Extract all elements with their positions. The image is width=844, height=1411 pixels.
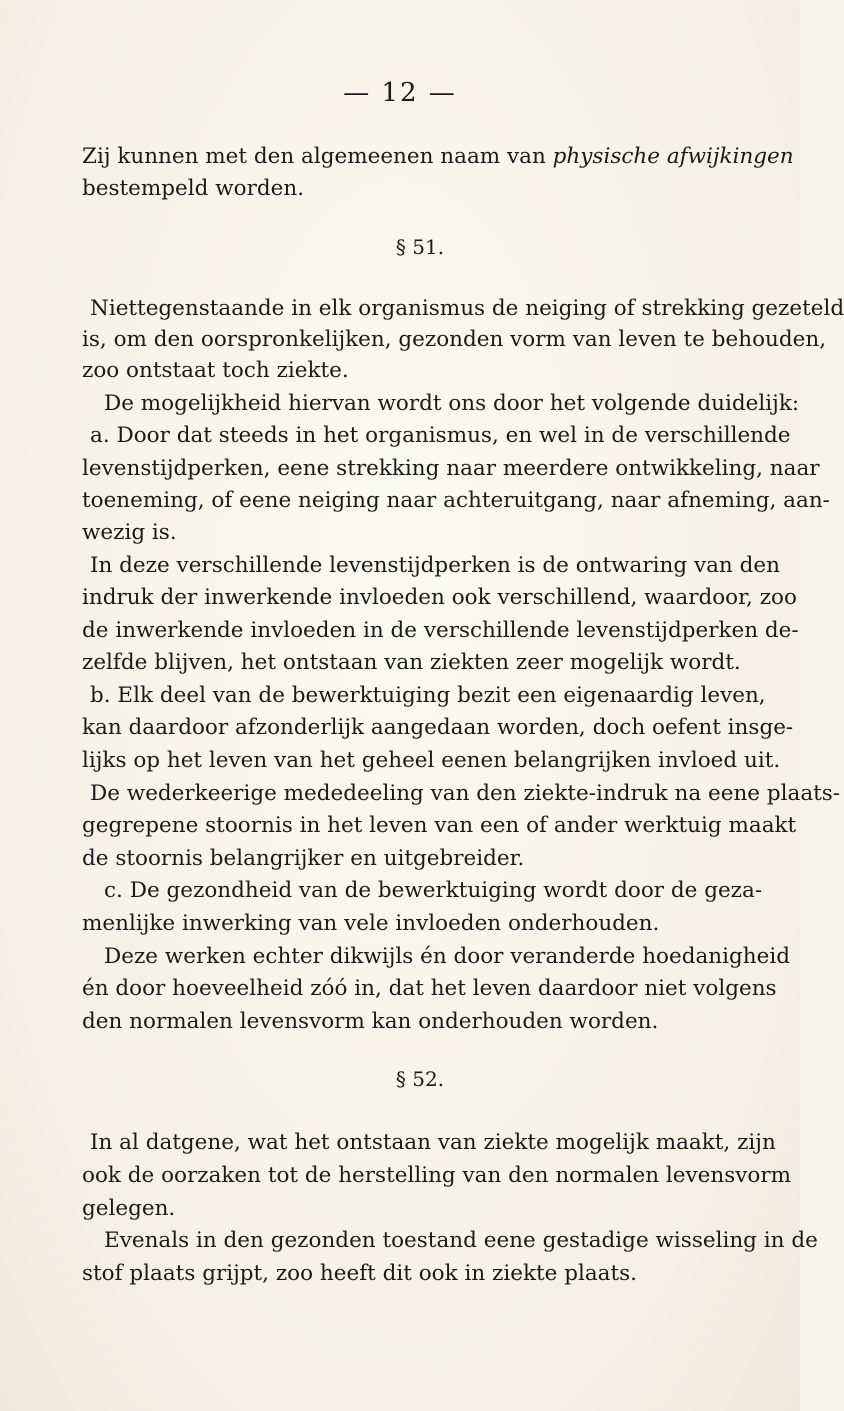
text-line: den normalen levensvorm kan onderhouden worden. xyxy=(82,1009,659,1034)
italic-term: physische afwijkingen xyxy=(552,144,794,169)
text-line: de inwerkende invloeden in de verschillende levenstijdperken de- xyxy=(82,618,799,643)
text-line: zoo ontstaat toch ziekte. xyxy=(82,358,349,383)
text-line: ook de oorzaken tot de herstelling van den normalen levensvorm xyxy=(82,1163,791,1188)
text-line: Evenals in den gezonden toestand eene gestadige wisseling in de xyxy=(104,1228,818,1253)
text-line: De wederkeerige mededeeling van den ziekte-indruk na eene plaats- xyxy=(90,781,841,806)
text-line: Niettegenstaande in elk organismus de neiging of strekking gezeteld xyxy=(90,296,844,321)
text-line: In deze verschillende levenstijdperken is de ontwaring van den xyxy=(90,553,780,578)
section-heading: § 52. xyxy=(395,1067,445,1091)
text-line: lijks op het leven van het geheel eenen belangrijken invloed uit. xyxy=(82,748,781,773)
text-line: wezig is. xyxy=(82,520,177,545)
text-line: stof plaats grijpt, zoo heeft dit ook in ziekte plaats. xyxy=(82,1261,637,1286)
text-line: c. De gezondheid van de bewerktuiging wordt door de geza- xyxy=(104,878,763,903)
text-line: én door hoeveelheid zóó in, dat het leven daardoor niet volgens xyxy=(82,976,777,1001)
text-line: bestempeld worden. xyxy=(82,176,305,201)
text-line: a. Door dat steeds in het organismus, en wel in de verschillende xyxy=(90,423,791,448)
text-line: zelfde blijven, het ontstaan van ziekten zeer mogelijk wordt. xyxy=(82,650,741,675)
text-line: In al datgene, wat het ontstaan van ziekte mogelijk maakt, zijn xyxy=(90,1130,776,1155)
text-line: levenstijdperken, eene strekking naar meerdere ontwikkeling, naar xyxy=(82,456,820,481)
text-line: b. Elk deel van de bewerktuiging bezit een eigenaardig leven, xyxy=(90,683,766,708)
text-line: De mogelijkheid hiervan wordt ons door het volgende duidelijk: xyxy=(104,391,800,416)
page-number: — 12 — xyxy=(343,78,457,108)
text-line: indruk der inwerkende invloeden ook verschillend, waardoor, zoo xyxy=(82,585,797,610)
text-line: kan daardoor afzonderlijk aangedaan worden, doch oefent insge- xyxy=(82,715,794,740)
section-heading: § 51. xyxy=(395,235,445,259)
text-line: gegrepene stoornis in het leven van een of ander werktuig maakt xyxy=(82,813,797,838)
text-line: menlijke inwerking van vele invloeden onderhouden. xyxy=(82,911,660,936)
text-line: gelegen. xyxy=(82,1196,176,1221)
text-line: toeneming, of eene neiging naar achteruitgang, naar afneming, aan- xyxy=(82,488,830,513)
text-line: Deze werken echter dikwijls én door veranderde hoedanigheid xyxy=(104,944,790,969)
text-line: is, om den oorspronkelijken, gezonden vorm van leven te behouden, xyxy=(82,327,827,352)
text-line: Zij kunnen met den algemeenen naam van physische afwijkingen xyxy=(82,144,794,169)
text-line: de stoornis belangrijker en uitgebreider. xyxy=(82,846,525,871)
